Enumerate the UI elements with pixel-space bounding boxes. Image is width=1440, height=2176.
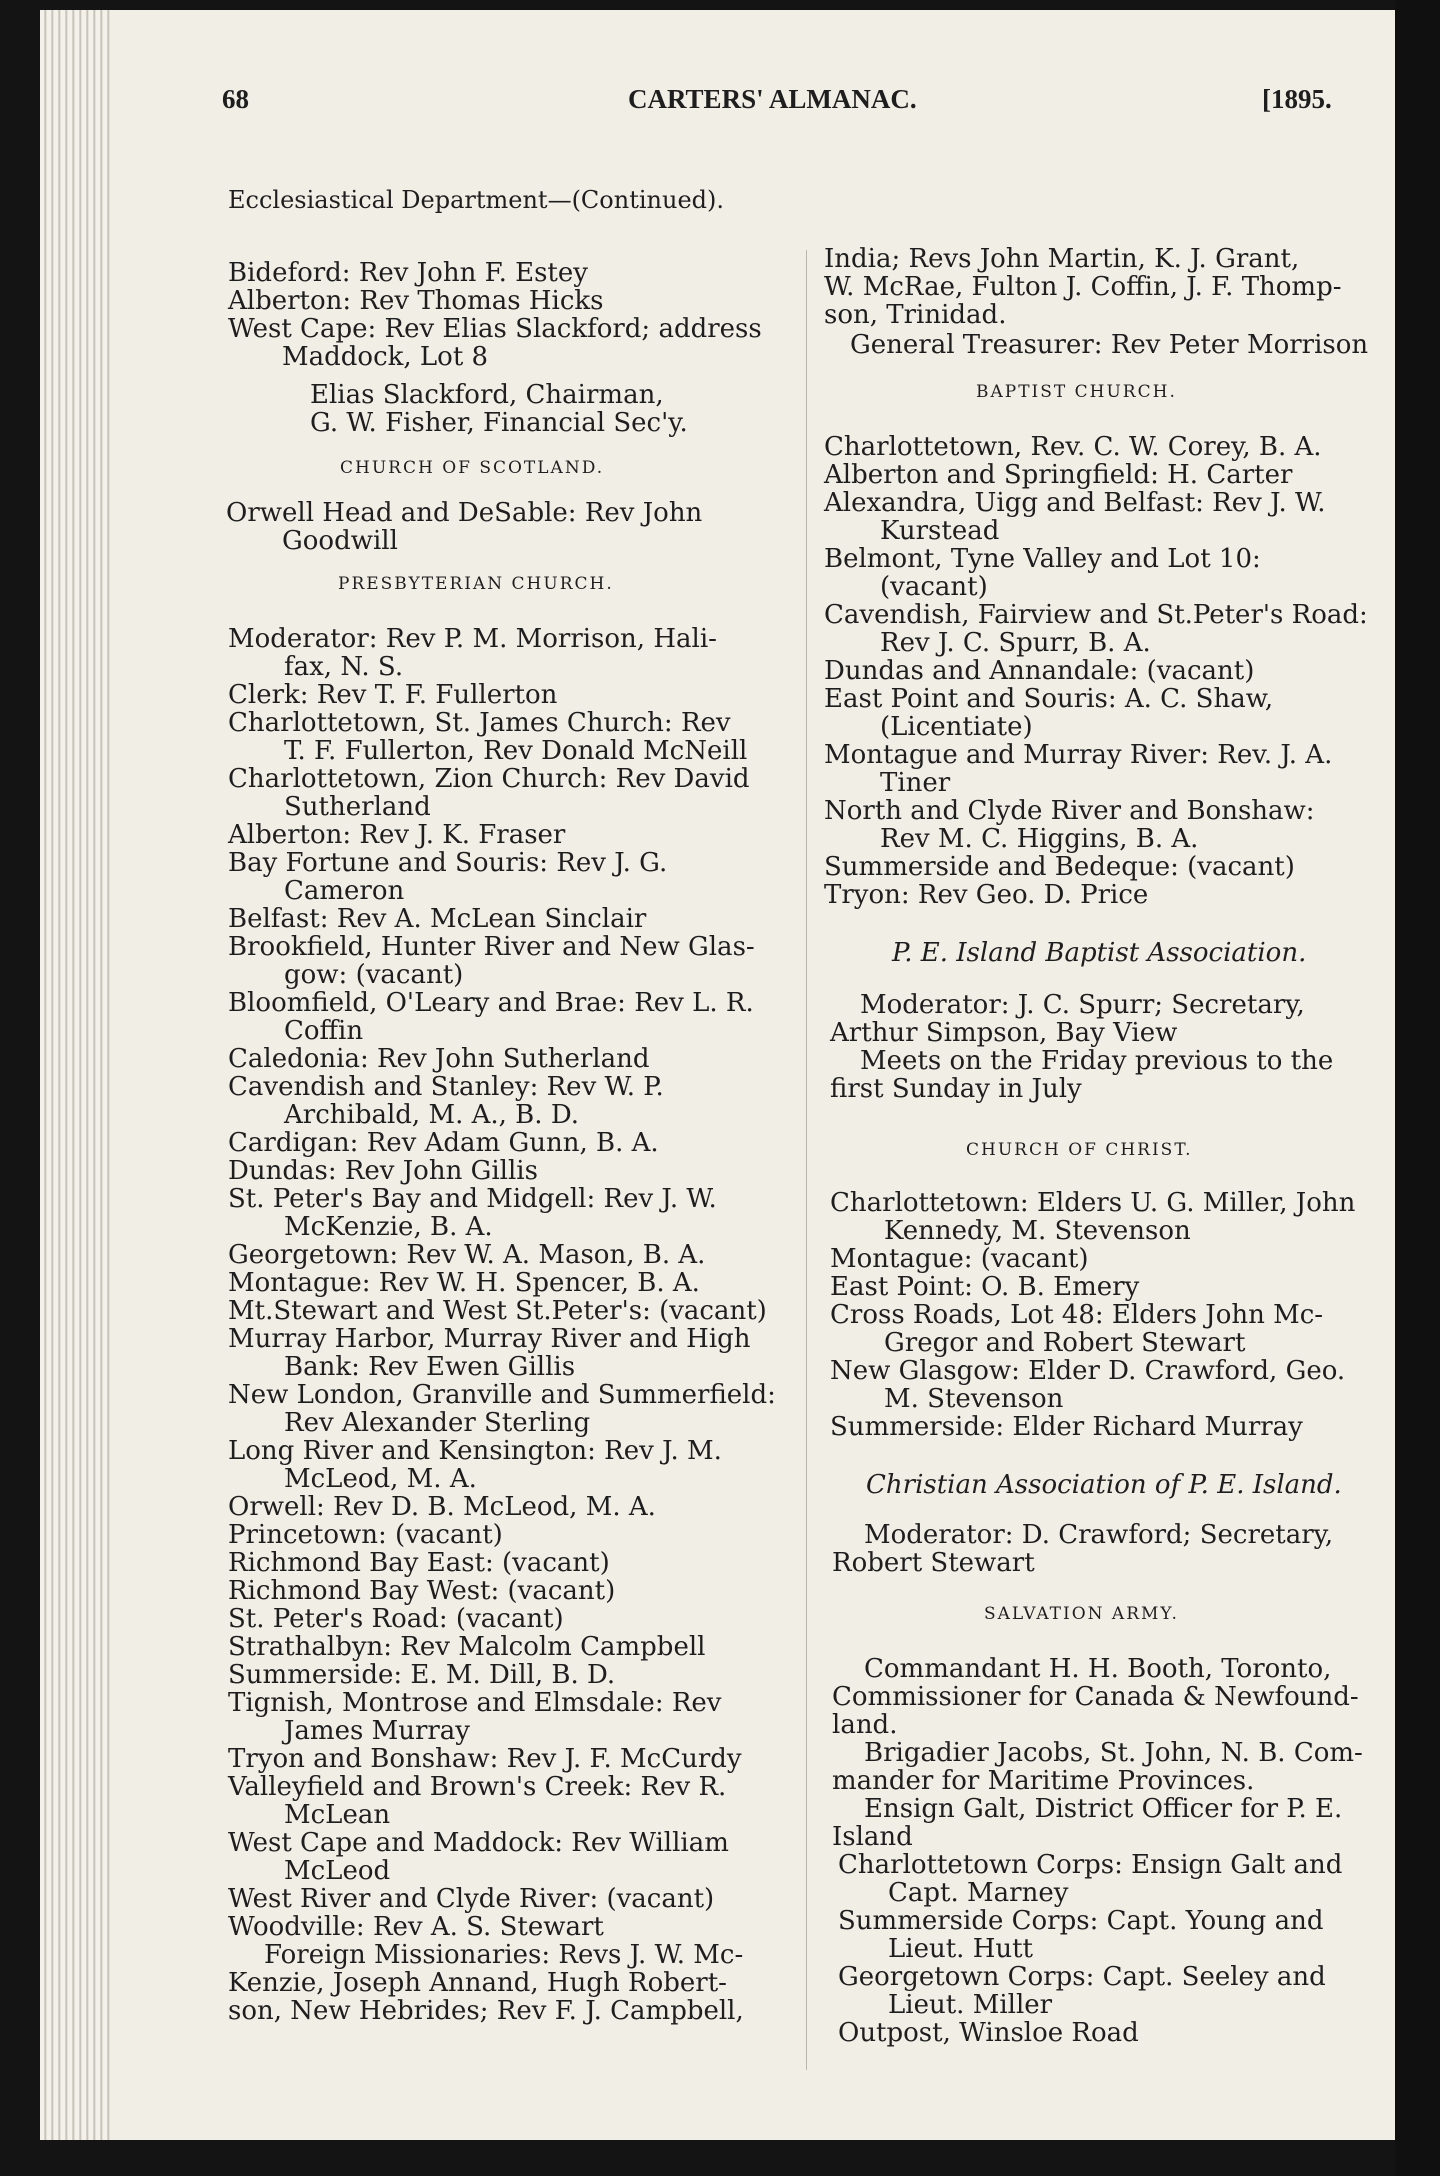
left-column-line: Cameron <box>284 876 405 906</box>
right-column-line: Lieut. Hutt <box>888 1934 1034 1964</box>
left-column-line: James Murray <box>284 1716 470 1746</box>
right-column-line: Cross Roads, Lot 48: Elders John Mc- <box>830 1300 1324 1330</box>
right-column-line: Georgetown Corps: Capt. Seeley and <box>838 1962 1326 1992</box>
left-column-line: Belfast: Rev A. McLean Sinclair <box>228 904 647 934</box>
left-column-line: McLeod <box>284 1856 391 1886</box>
left-column-line: Maddock, Lot 8 <box>282 342 489 372</box>
left-column-line: Woodville: Rev A. S. Stewart <box>228 1912 604 1942</box>
left-column-line: T. F. Fullerton, Rev Donald McNeill <box>284 736 748 766</box>
left-column-line: Brookfield, Hunter River and New Glas- <box>228 932 755 962</box>
left-column-line: New London, Granville and Summerfield: <box>228 1380 776 1410</box>
left-column-line: Montague: Rev W. H. Spencer, B. A. <box>228 1268 700 1298</box>
right-column-line: Moderator: D. Crawford; Secretary, <box>864 1520 1334 1550</box>
right-column-line: Commissioner for Canada & Newfound- <box>832 1682 1359 1712</box>
right-column-line: Summerside Corps: Capt. Young and <box>838 1906 1324 1936</box>
left-column-line: McKenzie, B. A. <box>284 1212 493 1242</box>
left-column-line: Archibald, M. A., B. D. <box>284 1100 580 1130</box>
page-edges <box>40 10 110 2140</box>
left-column-line: St. Peter's Road: (vacant) <box>228 1604 564 1634</box>
left-column-line: Bank: Rev Ewen Gillis <box>284 1352 576 1382</box>
right-column-line: Capt. Marney <box>888 1878 1069 1908</box>
left-column-line: Tignish, Montrose and Elmsdale: Rev <box>228 1688 722 1718</box>
right-column-line: Kennedy, M. Stevenson <box>884 1216 1191 1246</box>
left-column-line: Alberton: Rev Thomas Hicks <box>228 286 604 316</box>
left-column-line: Murray Harbor, Murray River and High <box>228 1324 751 1354</box>
left-column-line: Orwell Head and DeSable: Rev John <box>226 498 703 528</box>
left-column-line: fax, N. S. <box>284 652 404 682</box>
left-column-line: Dundas: Rev John Gillis <box>228 1156 538 1186</box>
right-column-line: mander for Maritime Provinces. <box>832 1766 1255 1796</box>
right-column-line: General Treasurer: Rev Peter Morrison <box>850 330 1369 360</box>
left-column-line: West Cape: Rev Elias Slackford; address <box>228 314 762 344</box>
section-heading: PRESBYTERIAN CHURCH. <box>338 574 614 594</box>
left-column-line: Cardigan: Rev Adam Gunn, B. A. <box>228 1128 659 1158</box>
left-column-line: Strathalbyn: Rev Malcolm Campbell <box>228 1632 706 1662</box>
right-column-line: Rev J. C. Spurr, B. A. <box>880 628 1151 658</box>
right-column-line: Gregor and Robert Stewart <box>884 1328 1246 1358</box>
right-column-line: Charlottetown: Elders U. G. Miller, John <box>830 1188 1356 1218</box>
left-column-line: Sutherland <box>284 792 431 822</box>
left-column-line: G. W. Fisher, Financial Sec'y. <box>310 408 688 438</box>
page-title: CARTERS' ALMANAC. <box>628 84 917 114</box>
right-column-line: Montague: (vacant) <box>830 1244 1089 1274</box>
column-divider <box>806 250 807 2070</box>
left-column-line: Charlottetown, Zion Church: Rev David <box>228 764 750 794</box>
left-column-line: Long River and Kensington: Rev J. M. <box>228 1436 722 1466</box>
right-column-line: Ensign Galt, District Officer for P. E. <box>864 1794 1343 1824</box>
page-number: 68 <box>222 84 249 114</box>
right-column-line: Meets on the Friday previous to the <box>860 1046 1334 1076</box>
right-column-line: Summerside: Elder Richard Murray <box>830 1412 1303 1442</box>
right-column-line: (Licentiate) <box>880 712 1033 742</box>
right-column-line: Commandant H. H. Booth, Toronto, <box>864 1654 1332 1684</box>
left-column-line: Rev Alexander Sterling <box>284 1408 591 1438</box>
left-column-line: gow: (vacant) <box>284 960 464 990</box>
left-column-line: Summerside: E. M. Dill, B. D. <box>228 1660 616 1690</box>
right-column-line: Island <box>832 1822 913 1852</box>
left-column-line: Charlottetown, St. James Church: Rev <box>228 708 731 738</box>
right-column-line: Tiner <box>880 768 951 798</box>
right-column-line: Brigadier Jacobs, St. John, N. B. Com- <box>864 1738 1363 1768</box>
left-column-line: Kenzie, Joseph Annand, Hugh Robert- <box>228 1968 727 1998</box>
right-column-line: Montague and Murray River: Rev. J. A. <box>824 740 1333 770</box>
left-column-line: Foreign Missionaries: Revs J. W. Mc- <box>264 1940 744 1970</box>
section-heading: BAPTIST CHURCH. <box>976 382 1177 402</box>
left-column-line: Mt.Stewart and West St.Peter's: (vacant) <box>228 1296 767 1326</box>
right-column-line: Alberton and Springfield: H. Carter <box>824 460 1293 490</box>
left-column-line: Tryon and Bonshaw: Rev J. F. McCurdy <box>228 1744 742 1774</box>
section-heading: CHURCH OF SCOTLAND. <box>340 458 605 478</box>
right-column-line: North and Clyde River and Bonshaw: <box>824 796 1315 826</box>
right-column-line: India; Revs John Martin, K. J. Grant, <box>824 244 1300 274</box>
left-column-line: Cavendish and Stanley: Rev W. P. <box>228 1072 664 1102</box>
left-column-line: McLeod, M. A. <box>284 1464 477 1494</box>
right-column-line: Arthur Simpson, Bay View <box>830 1018 1178 1048</box>
right-column-line: Robert Stewart <box>832 1548 1035 1578</box>
left-column-line: Bloomfield, O'Leary and Brae: Rev L. R. <box>228 988 754 1018</box>
book-gutter <box>1395 0 1440 2176</box>
right-column-line: East Point and Souris: A. C. Shaw, <box>824 684 1274 714</box>
right-column-line: Lieut. Miller <box>888 1990 1053 2020</box>
right-column-line: Charlottetown, Rev. C. W. Corey, B. A. <box>824 432 1322 462</box>
left-column-line: West River and Clyde River: (vacant) <box>228 1884 715 1914</box>
right-column-line: W. McRae, Fulton J. Coffin, J. F. Thomp- <box>824 272 1342 302</box>
left-column-line: Valleyfield and Brown's Creek: Rev R. <box>228 1772 727 1802</box>
left-column-line: Clerk: Rev T. F. Fullerton <box>228 680 558 710</box>
left-column-line: Georgetown: Rev W. A. Mason, B. A. <box>228 1240 706 1270</box>
left-column-line: Coffin <box>284 1016 364 1046</box>
right-column-line: land. <box>832 1710 898 1740</box>
left-column-line: son, New Hebrides; Rev F. J. Campbell, <box>228 1996 744 2026</box>
left-column-line: Richmond Bay West: (vacant) <box>228 1576 616 1606</box>
right-column-line: Outpost, Winsloe Road <box>838 2018 1139 2048</box>
subsection-heading: P. E. Island Baptist Association. <box>892 938 1307 968</box>
left-column-line: Princetown: (vacant) <box>228 1520 503 1550</box>
right-column-line: Kurstead <box>880 516 1000 546</box>
left-column-line: Caledonia: Rev John Sutherland <box>228 1044 650 1074</box>
left-column-line: Alberton: Rev J. K. Fraser <box>228 820 566 850</box>
right-column-line: East Point: O. B. Emery <box>830 1272 1140 1302</box>
right-column-line: first Sunday in July <box>830 1074 1082 1104</box>
right-column-line: (vacant) <box>880 572 988 602</box>
right-column-line: New Glasgow: Elder D. Crawford, Geo. <box>830 1356 1346 1386</box>
page-year: [1895. <box>1262 84 1332 114</box>
right-column-line: Tryon: Rev Geo. D. Price <box>824 880 1149 910</box>
left-column-line: Moderator: Rev P. M. Morrison, Hali- <box>228 624 717 654</box>
left-column-line: St. Peter's Bay and Midgell: Rev J. W. <box>228 1184 717 1214</box>
left-column-line: Richmond Bay East: (vacant) <box>228 1548 610 1578</box>
right-column-line: Summerside and Bedeque: (vacant) <box>824 852 1295 882</box>
right-column-line: Moderator: J. C. Spurr; Secretary, <box>860 990 1305 1020</box>
left-column-line: Goodwill <box>282 526 398 556</box>
left-column-line: Orwell: Rev D. B. McLeod, M. A. <box>228 1492 656 1522</box>
subsection-heading: Christian Association of P. E. Island. <box>866 1470 1342 1500</box>
right-column-line: Rev M. C. Higgins, B. A. <box>880 824 1199 854</box>
section-title: Ecclesiastical Department—(Continued). <box>228 186 724 214</box>
left-column-line: Bideford: Rev John F. Estey <box>228 258 588 288</box>
section-heading: SALVATION ARMY. <box>984 1604 1179 1624</box>
right-column-line: Charlottetown Corps: Ensign Galt and <box>838 1850 1343 1880</box>
right-column-line: Alexandra, Uigg and Belfast: Rev J. W. <box>824 488 1326 518</box>
left-column-line: Elias Slackford, Chairman, <box>310 380 664 410</box>
right-column-line: Belmont, Tyne Valley and Lot 10: <box>824 544 1261 574</box>
left-column-line: West Cape and Maddock: Rev William <box>228 1828 729 1858</box>
right-column-line: son, Trinidad. <box>824 300 1007 330</box>
right-column-line: Cavendish, Fairview and St.Peter's Road: <box>824 600 1368 630</box>
left-column-line: McLean <box>284 1800 391 1830</box>
left-column-line: Bay Fortune and Souris: Rev J. G. <box>228 848 668 878</box>
right-column-line: Dundas and Annandale: (vacant) <box>824 656 1255 686</box>
section-heading: CHURCH OF CHRIST. <box>966 1140 1193 1160</box>
right-column-line: M. Stevenson <box>884 1384 1064 1414</box>
